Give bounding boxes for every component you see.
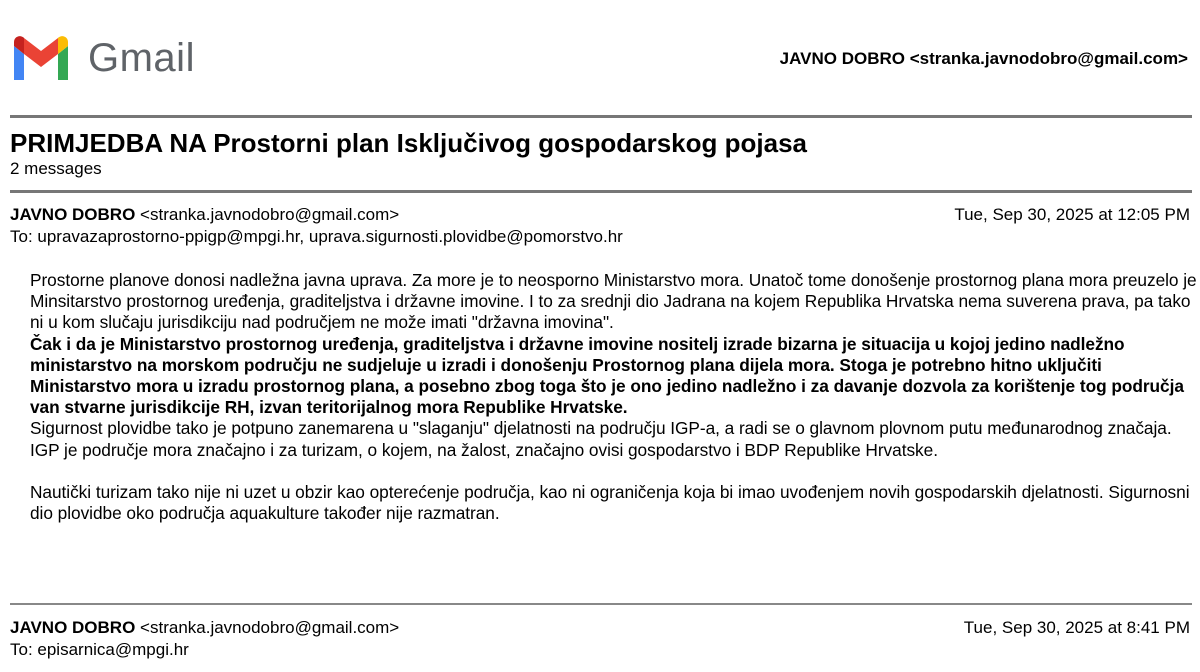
message-date: Tue, Sep 30, 2025 at 8:41 PM — [963, 618, 1190, 637]
message-divider — [10, 603, 1192, 605]
body-paragraph: Sigurnost plovidbe tako je potpuno zanemarena u "slaganju" djelatnosti na području IGP-a, a radi se o glavnom plovnom putu međunarodnog značaja. IGP je područje mora značajno i za turizam, o kojem, na žalost, značajno ovisi gospodarstvo i BDP Republike Hrvatske. — [30, 418, 1172, 460]
message-date: Tue, Sep 30, 2025 at 12:05 PM — [954, 205, 1190, 224]
account-label — [780, 49, 1188, 69]
message-body — [30, 270, 1198, 524]
message-header — [10, 617, 1190, 661]
body-paragraph: Nautički turizam tako nije ni uzet u obzir kao opterećenje područja, kao ni ograničenja koja bi imao uvođenjem novih gospodarskih djelatnosti. Sigurnosni dio plovidbe oko područja aquakulture također nije razmatran. — [30, 481, 1190, 524]
account-email: <stranka.javnodobro@gmail.com> — [909, 49, 1188, 68]
account-name: JAVNO DOBRO — [779, 49, 905, 68]
recipients: To: episarnica@mpgi.hr — [10, 640, 189, 659]
body-bold-paragraph: Čak i da je Ministarstvo prostornog uređenja, graditeljstva i državne imovine nositelj izrade bizarna je situacija u kojoj jedino nadležno ministarstvo na morskom području ne sudjeluje u izradi i donošenju Prostornog plana dijela mora. Stoga je potrebno hitno uključiti Ministarstvo mora u izradu prostornog plana, a posebno zbog toga što je ono jedino nadležno i za davanje dozvola za korištenje tog područja van stvarne jurisdikcije RH, izvan teritorijalnog mora Republike Hrvatske. — [30, 333, 1184, 418]
sender-email: <stranka.javnodobro@gmail.com> — [140, 205, 400, 224]
thread-subject: PRIMJEDBA NA Prostorni plan Isključivog gospodarskog pojasa — [10, 128, 807, 158]
message-header — [10, 204, 1190, 248]
page-header — [0, 0, 1200, 112]
sender-email: <stranka.javnodobro@gmail.com> — [140, 618, 400, 637]
header-divider — [10, 115, 1192, 118]
recipients: To: upravazaprostorno-ppigp@mpgi.hr, uprava.sigurnosti.plovidbe@pomorstvo.hr — [10, 227, 623, 246]
body-paragraph: Prostorne planove donosi nadležna javna uprava. Za more je to neosporno Ministarstvo mora. Unatoč tome donošenje prostornog plana mora preuzelo je Minsitarstvo prostornog uređenja, graditeljstva i državne imovine. I to za srednji dio Jadrana na kojem Republika Hrvatska nema suverena prava, pa tako ni u kom slučaju jurisdikciju nad područjem ne može imati "državna imovina". — [30, 270, 1197, 333]
sender-name: JAVNO DOBRO — [10, 618, 136, 637]
gmail-logo-icon — [10, 34, 72, 80]
gmail-wordmark: Gmail — [88, 36, 195, 80]
message-count: 2 messages — [10, 159, 102, 178]
subject-divider — [10, 190, 1192, 193]
sender-name: JAVNO DOBRO — [10, 205, 136, 224]
